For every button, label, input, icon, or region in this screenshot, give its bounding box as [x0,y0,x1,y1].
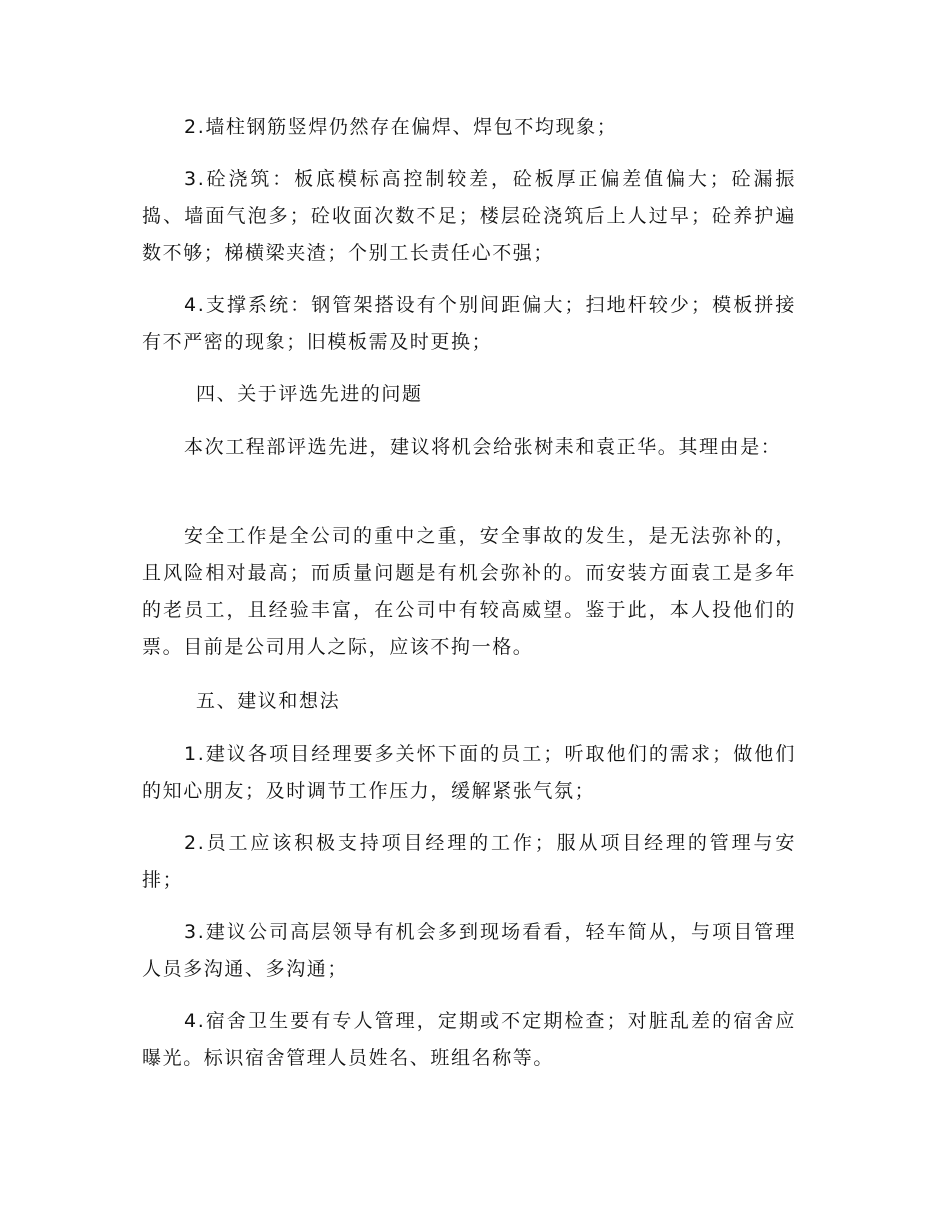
paragraph-suggestion-1: 1.建议各项目经理要多关怀下面的员工；听取他们的需求；做他们的知心朋友；及时调节工作压力，缓解紧张气氛； [142,743,796,802]
paragraph-selection-reason: 安全工作是全公司的重中之重，安全事故的发生，是无法弥补的，且风险相对最高；而质量问题是有机会弥补的。而安装方面袁工是多年的老员工，且经验丰富，在公司中有较高威望。鉴于此，本人投他们的票。目前是公司用人之际，应该不拘一格。 [142,525,796,658]
paragraph-suggestion-4: 4.宿舍卫生要有专人管理，定期或不定期检查；对脏乱差的宿舍应曝光。标识宿舍管理人员姓名、班组名称等。 [142,1010,796,1069]
section-heading-selection: 四、关于评选先进的问题 [196,383,423,405]
paragraph-concrete-pouring: 3.砼浇筑：板底模标高控制较差，砼板厚正偏差值偏大；砼漏振捣、墙面气泡多；砼收面次数不足；楼层砼浇筑后上人过早；砼养护遍数不够；梯横梁夹渣；个别工长责任心不强； [142,168,796,264]
paragraph-suggestion-3: 3.建议公司高层领导有机会多到现场看看，轻车简从，与项目管理人员多沟通、多沟通； [142,921,796,980]
paragraph-rebar-welding: 2.墙柱钢筋竖焊仍然存在偏焊、焊包不均现象； [184,116,618,138]
section-heading-suggestions: 五、建议和想法 [196,690,341,712]
paragraph-selection-proposal: 本次工程部评选先进，建议将机会给张树耒和袁正华。其理由是： [184,436,782,458]
paragraph-suggestion-2: 2.员工应该积极支持项目经理的工作；服从项目经理的管理与安排； [142,832,796,891]
paragraph-support-system: 4.支撑系统：钢管架搭设有个别间距偏大；扫地杆较少；模板拼接有不严密的现象；旧模板需及时更换； [142,294,796,353]
